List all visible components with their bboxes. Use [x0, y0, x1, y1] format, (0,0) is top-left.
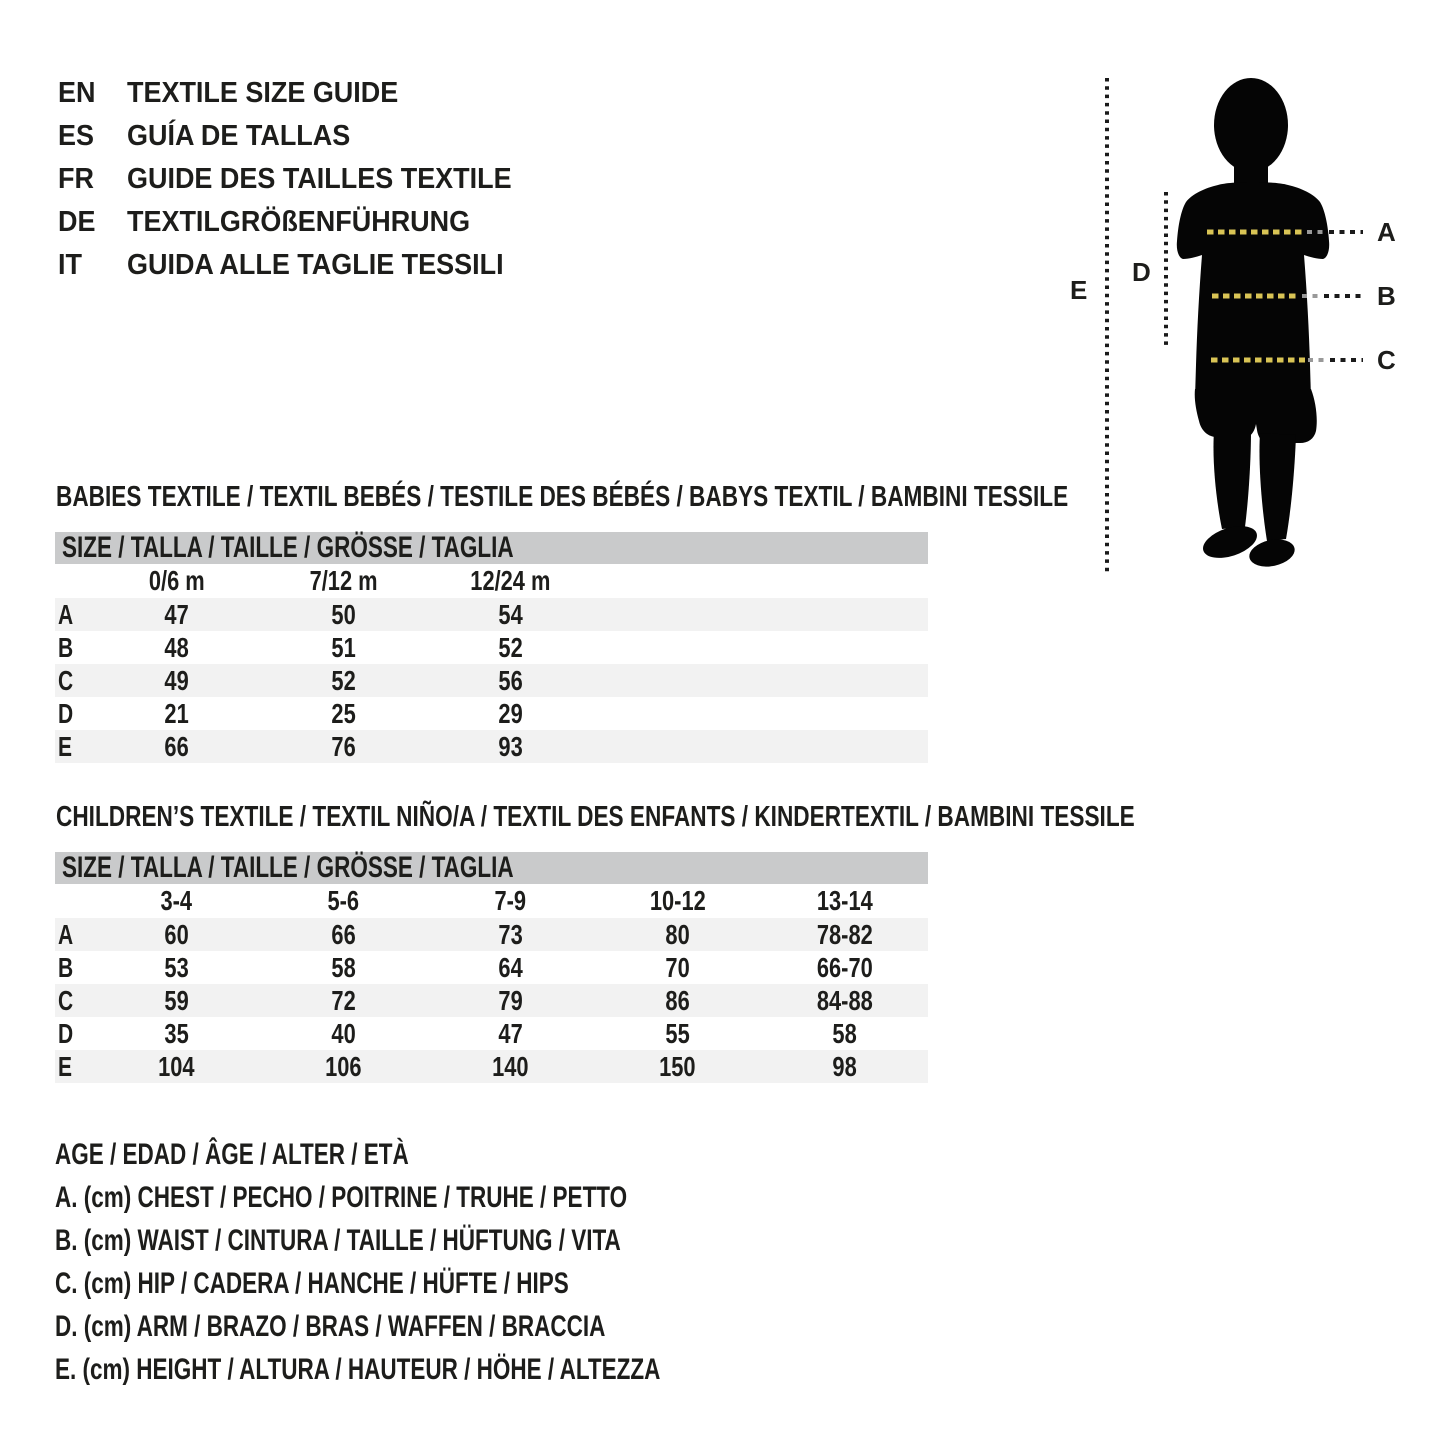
lang-code-text: DE [58, 206, 96, 238]
lang-title-text: GUIDA ALLE TAGLIE TESSILI [127, 249, 504, 281]
cell-value: 140 [492, 1050, 529, 1082]
cell-value: 93 [498, 730, 523, 762]
table-cell [761, 984, 928, 1017]
column-header-text: 0/6 m [148, 565, 205, 596]
table-cell [594, 1050, 761, 1083]
column-header-text: 7-9 [494, 885, 527, 916]
row-label-text: B [58, 631, 74, 663]
row-label-text: A [58, 598, 74, 630]
cell-value: 80 [665, 918, 690, 950]
size-header-text: SIZE / TALLA / TAILLE / GRÖSSE / TAGLIA [62, 531, 514, 564]
lang-title-text: GUÍA DE TALLAS [127, 120, 351, 152]
babies-size-header-bar [55, 532, 928, 564]
table-cell [93, 984, 260, 1017]
cell-value: 98 [832, 1050, 857, 1082]
corner-cell [55, 564, 93, 598]
table-cell [260, 598, 427, 631]
cell-value: 40 [331, 1017, 356, 1049]
cell-value: 58 [331, 951, 356, 983]
table-cell [93, 598, 260, 631]
table-cell [427, 730, 594, 763]
cell-value: 47 [164, 598, 189, 630]
table-cell [93, 730, 260, 763]
table-cell [427, 951, 594, 984]
table-cell [427, 918, 594, 951]
cell-value: 66-70 [816, 951, 873, 983]
table-cell-empty [761, 697, 928, 730]
table-cell [427, 598, 594, 631]
column-header [93, 884, 260, 918]
cell-value: 104 [158, 1050, 195, 1082]
children-column-header-row [55, 884, 928, 918]
lang-title [127, 249, 532, 282]
children-data-table [55, 884, 928, 1083]
lang-title [127, 163, 541, 196]
table-cell [427, 984, 594, 1017]
table-cell [260, 631, 427, 664]
row-label [55, 918, 93, 951]
row-label-text: C [58, 984, 74, 1016]
lang-row-es [58, 115, 541, 158]
table-row [55, 951, 928, 984]
table-cell [260, 1017, 427, 1050]
babies-column-header-row [55, 564, 928, 598]
row-label [55, 598, 93, 631]
column-header [761, 884, 928, 918]
cell-value: 73 [498, 918, 523, 950]
table-cell [594, 918, 761, 951]
cell-value: 51 [331, 631, 356, 663]
babies-size-table [55, 532, 928, 763]
lang-title-text: TEXTILE SIZE GUIDE [127, 77, 399, 109]
column-header-text: 7/12 m [309, 565, 378, 596]
cell-value: 58 [832, 1017, 857, 1049]
column-header [427, 884, 594, 918]
cell-value: 78-82 [816, 918, 873, 950]
children-size-header-bar [55, 852, 928, 884]
legend-line-height [55, 1348, 862, 1391]
marker-label-b: B [1377, 281, 1396, 311]
cell-value: 52 [331, 664, 356, 696]
column-header [93, 564, 260, 598]
row-label [55, 951, 93, 984]
lang-code-text: IT [58, 249, 82, 281]
lang-row-en [58, 72, 541, 115]
legend-text: B. (cm) WAIST / CINTURA / TAILLE / HÜFTUNG / VITA [55, 1223, 621, 1257]
row-label [55, 697, 93, 730]
silhouette-shorts [1195, 389, 1317, 443]
children-section-title-text: CHILDREN’S TEXTILE / TEXTIL NIÑO/A / TEXTIL DES ENFANTS / KINDERTEXTIL / BAMBINI TESSILE [56, 801, 1135, 833]
table-cell [427, 631, 594, 664]
legend-line-hip [55, 1262, 862, 1305]
column-header-text: 13-14 [816, 885, 873, 916]
column-header-text: 12/24 m [470, 565, 551, 596]
cell-value: 56 [498, 664, 523, 696]
legend-line-chest [55, 1176, 862, 1219]
table-row [55, 1050, 928, 1083]
cell-value: 84-88 [816, 984, 873, 1016]
row-label [55, 664, 93, 697]
cell-value: 52 [498, 631, 523, 663]
lang-code-text: FR [58, 163, 94, 195]
table-cell-empty [594, 697, 761, 730]
table-cell-empty [594, 730, 761, 763]
cell-value: 29 [498, 697, 523, 729]
cell-value: 76 [331, 730, 356, 762]
children-size-table [55, 852, 928, 1083]
column-header-empty [594, 564, 761, 598]
table-cell [260, 918, 427, 951]
legend-line-waist [55, 1219, 862, 1262]
cell-value: 106 [325, 1050, 362, 1082]
table-cell [260, 697, 427, 730]
row-label [55, 1050, 93, 1083]
table-row [55, 918, 928, 951]
table-cell [93, 1050, 260, 1083]
cell-value: 21 [164, 697, 189, 729]
table-cell [594, 984, 761, 1017]
table-cell-empty [761, 598, 928, 631]
marker-label-c: C [1377, 345, 1396, 375]
cell-value: 35 [164, 1017, 189, 1049]
column-header-text: 5-6 [327, 885, 360, 916]
table-cell [93, 631, 260, 664]
lang-row-fr [58, 158, 541, 201]
cell-value: 54 [498, 598, 523, 630]
table-cell [260, 984, 427, 1017]
table-cell [93, 697, 260, 730]
column-header [260, 884, 427, 918]
cell-value: 25 [331, 697, 356, 729]
cell-value: 59 [164, 984, 189, 1016]
row-label [55, 984, 93, 1017]
column-header-empty [761, 564, 928, 598]
column-header [260, 564, 427, 598]
table-row [55, 664, 928, 697]
silhouette-shirt [1177, 182, 1329, 398]
table-cell [761, 1017, 928, 1050]
legend-text: C. (cm) HIP / CADERA / HANCHE / HÜFTE / HIPS [55, 1266, 569, 1300]
lang-title [127, 120, 367, 153]
cell-value: 79 [498, 984, 523, 1016]
cell-value: 55 [665, 1017, 690, 1049]
lang-title [127, 77, 419, 110]
legend-line-arm [55, 1305, 862, 1348]
table-cell-empty [761, 664, 928, 697]
cell-value: 66 [164, 730, 189, 762]
cell-value: 50 [331, 598, 356, 630]
column-header-text: 10-12 [649, 885, 706, 916]
cell-value: 60 [164, 918, 189, 950]
lang-code-text: ES [58, 120, 94, 152]
lang-row-de [58, 201, 541, 244]
table-cell [761, 918, 928, 951]
row-label-text: A [58, 918, 74, 950]
babies-data-table [55, 564, 928, 763]
column-header [427, 564, 594, 598]
size-header-text: SIZE / TALLA / TAILLE / GRÖSSE / TAGLIA [62, 851, 514, 884]
cell-value: 49 [164, 664, 189, 696]
table-cell [93, 664, 260, 697]
cell-value: 66 [331, 918, 356, 950]
column-header-text: 3-4 [160, 885, 193, 916]
row-label-text: E [58, 1050, 73, 1082]
table-row [55, 730, 928, 763]
table-cell-empty [594, 664, 761, 697]
legend-text: D. (cm) ARM / BRAZO / BRAS / WAFFEN / BRACCIA [55, 1309, 606, 1343]
marker-label-a: A [1377, 217, 1396, 247]
table-cell [260, 951, 427, 984]
marker-label-e: E [1070, 275, 1088, 305]
lang-title-text: GUIDE DES TAILLES TEXTILE [127, 163, 512, 195]
table-cell [761, 1050, 928, 1083]
marker-label-d: D [1132, 257, 1151, 287]
cell-value: 86 [665, 984, 690, 1016]
table-cell-empty [594, 631, 761, 664]
lang-code [58, 163, 127, 196]
table-cell-empty [761, 631, 928, 664]
table-row [55, 631, 928, 664]
measurement-legend [55, 1133, 862, 1391]
language-title-block [58, 72, 541, 287]
row-label [55, 1017, 93, 1050]
cell-value: 53 [164, 951, 189, 983]
table-cell [594, 951, 761, 984]
lang-code [58, 249, 127, 282]
children-section-title [56, 800, 1439, 834]
cell-value: 150 [659, 1050, 696, 1082]
table-row [55, 984, 928, 1017]
legend-text: A. (cm) CHEST / PECHO / POITRINE / TRUHE / PETTO [55, 1180, 628, 1214]
row-label [55, 730, 93, 763]
table-cell [427, 697, 594, 730]
table-cell-empty [761, 730, 928, 763]
row-label-text: E [58, 730, 73, 762]
table-cell [93, 918, 260, 951]
corner-cell [55, 884, 93, 918]
cell-value: 70 [665, 951, 690, 983]
lang-title-text: TEXTILGRÖßENFÜHRUNG [127, 206, 471, 238]
table-cell [427, 1017, 594, 1050]
table-cell [427, 1050, 594, 1083]
table-row [55, 697, 928, 730]
row-label [55, 631, 93, 664]
lang-code [58, 120, 127, 153]
table-cell [93, 951, 260, 984]
legend-text: E. (cm) HEIGHT / ALTURA / HAUTEUR / HÖHE / ALTEZZA [55, 1352, 661, 1386]
table-cell [93, 1017, 260, 1050]
table-cell [260, 730, 427, 763]
lang-code [58, 206, 127, 239]
lang-title [127, 206, 496, 239]
table-cell [427, 664, 594, 697]
legend-text: AGE / EDAD / ÂGE / ALTER / ETÀ [55, 1137, 409, 1171]
table-cell [761, 951, 928, 984]
cell-value: 47 [498, 1017, 523, 1049]
lang-code-text: EN [58, 77, 96, 109]
cell-value: 48 [164, 631, 189, 663]
legend-line-age [55, 1133, 862, 1176]
babies-section-title-text: BABIES TEXTILE / TEXTIL BEBÉS / TESTILE DES BÉBÉS / BABYS TEXTIL / BAMBINI TESSILE [56, 481, 1069, 513]
table-row [55, 598, 928, 631]
lang-code [58, 77, 127, 110]
table-cell [594, 1017, 761, 1050]
row-label-text: B [58, 951, 74, 983]
row-label-text: D [58, 1017, 74, 1049]
lang-row-it [58, 244, 541, 287]
table-cell [260, 1050, 427, 1083]
table-cell-empty [594, 598, 761, 631]
cell-value: 64 [498, 951, 523, 983]
cell-value: 72 [331, 984, 356, 1016]
babies-section-title [56, 480, 1354, 514]
row-label-text: C [58, 664, 74, 696]
table-row [55, 1017, 928, 1050]
table-cell [260, 664, 427, 697]
row-label-text: D [58, 697, 74, 729]
column-header [594, 884, 761, 918]
